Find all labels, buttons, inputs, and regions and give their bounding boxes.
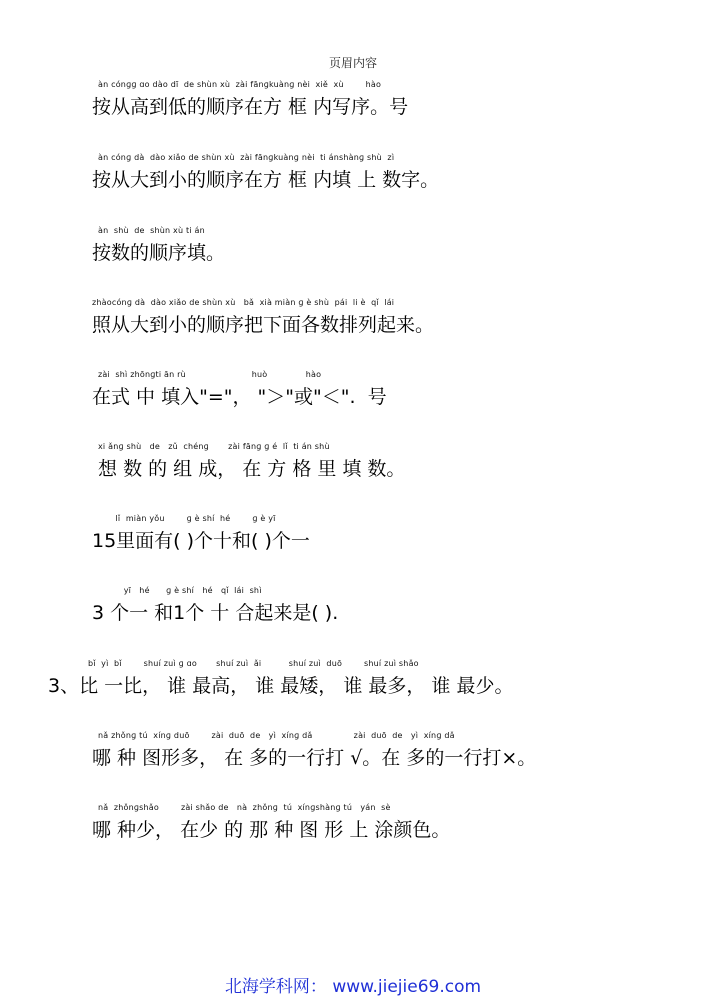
pinyin-annotation: àn cónɡɡ ɑo dào dī de shùn xù zài fānɡkuànɡ nèi xiě xù hào: [98, 80, 382, 89]
page-header: 页眉内容: [328, 56, 377, 70]
pinyin-annotation: xi ǎnɡ shù de zǔ chénɡ zài fānɡ ɡ é lǐ ti án shù: [98, 442, 330, 451]
pinyin-annotation: zhàocónɡ dà dào xiǎo de shùn xù bǎ xià miàn ɡ è shù pái li è qǐ lái: [92, 298, 395, 307]
instruction-text: 哪 种少， 在少 的 那 种 图 形 上 涂颜色。: [92, 819, 451, 841]
pinyin-annotation: nǎ zhǒnɡshǎo zài shǎo de nà zhǒnɡ tú xínɡshànɡ tú yán sè: [98, 803, 391, 812]
pinyin-annotation: àn shù de shùn xù ti án: [98, 226, 205, 235]
pinyin-annotation: yī hé ɡ è shí hé qǐ lái shì: [110, 586, 262, 595]
section-heading-text: 3、比 一比， 谁 最高， 谁 最矮， 谁 最多， 谁 最少。: [48, 675, 514, 697]
pinyin-annotation: nǎ zhǒnɡ tú xínɡ duō zài duō de yì xínɡ dǎ zài duō de yì xínɡ dǎ: [98, 731, 455, 740]
question-text: 3 个一 和1个 十 合起来是( ).: [92, 602, 339, 624]
pinyin-annotation: àn cónɡ dà dào xiǎo de shùn xù zài fānɡkuànɡ nèi ti ánshànɡ shù zì: [98, 153, 395, 162]
footer-website-link[interactable]: 北海学科网： www.jiejie69.com: [224, 977, 482, 997]
pinyin-annotation: zài shì zhōnɡti ān rù huò hào: [98, 370, 322, 379]
instruction-text: 按数的顺序填。: [92, 242, 226, 264]
pinyin-annotation: bǐ yì bǐ shuí zuì ɡ ɑo shuí zuì ǎi shuí zuì duō shuí zuì shǎo: [88, 659, 419, 668]
instruction-text: 在式 中 填入"="， "＞"或"＜". 号: [92, 386, 387, 408]
instruction-text: 哪 种 图形多， 在 多的一行打 √。在 多的一行打×。: [92, 747, 537, 769]
question-text: 15里面有( )个十和( )个一: [92, 530, 310, 552]
instruction-text: 想 数 的 组 成， 在 方 格 里 填 数。: [92, 458, 406, 480]
pinyin-annotation: lǐ miàn yǒu ɡ è shí hé ɡ è yī: [110, 514, 276, 523]
instruction-text: 按从高到低的顺序在方 框 内写序。号: [92, 96, 409, 118]
instruction-text: 照从大到小的顺序把下面各数排列起来。: [92, 314, 435, 336]
instruction-text: 按从大到小的顺序在方 框 内填 上 数字。: [92, 169, 440, 191]
